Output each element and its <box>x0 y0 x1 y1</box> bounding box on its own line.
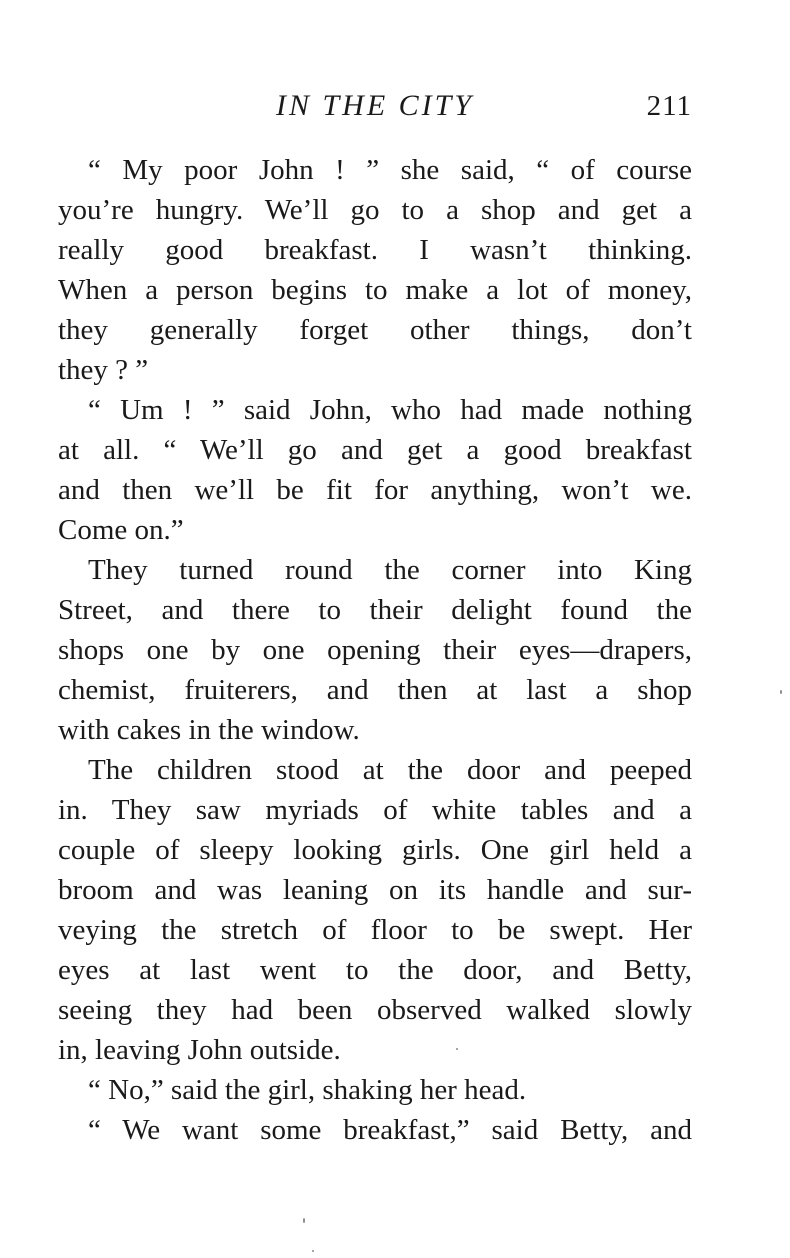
text-line: they ? ” <box>58 354 149 386</box>
text-line: When a person begins to make a lot of money, <box>58 274 692 306</box>
text-line: you’re hungry. We’ll go to a shop and get a <box>58 194 692 226</box>
text-line: they generally forget other things, don’t <box>58 314 692 346</box>
text-line: in, leaving John outside. <box>58 1034 341 1066</box>
text-line: “ Um ! ” said John, who had made nothing <box>88 394 692 426</box>
text-line: with cakes in the window. <box>58 714 360 746</box>
text-line: eyes at last went to the door, and Betty, <box>58 954 692 986</box>
text-line: Street, and there to their delight found the <box>58 594 692 626</box>
text-line: couple of sleepy looking girls. One girl held a <box>58 834 692 866</box>
body-text <box>58 150 692 1150</box>
text-line: chemist, fruiterers, and then at last a shop <box>58 674 692 706</box>
text-line: “ My poor John ! ” she said, “ of course <box>88 154 692 186</box>
page-number: 211 <box>646 90 692 122</box>
text-line: They turned round the corner into King <box>88 554 692 586</box>
text-line: and then we’ll be fit for anything, won’t we. <box>58 474 692 506</box>
running-head <box>58 86 692 126</box>
text-line: “ We want some breakfast,” said Betty, and <box>88 1114 692 1146</box>
text-line: Come on.” <box>58 514 184 546</box>
chapter-title: IN THE CITY <box>275 89 475 122</box>
text-line: The children stood at the door and peeped <box>88 754 692 786</box>
paper-speck <box>312 1250 314 1252</box>
text-line: veying the stretch of floor to be swept. Her <box>58 914 692 946</box>
text-line: in. They saw myriads of white tables and a <box>58 794 692 826</box>
text-line: at all. “ We’ll go and get a good breakfast <box>58 434 692 466</box>
text-line: shops one by one opening their eyes—drapers, <box>58 634 692 666</box>
text-line: broom and was leaning on its handle and sur- <box>58 874 692 906</box>
paper-speck <box>780 690 782 694</box>
paper-speck <box>303 1218 305 1223</box>
text-line: “ No,” said the girl, shaking her head. <box>88 1074 527 1106</box>
text-line: really good breakfast. I wasn’t thinking. <box>58 234 692 266</box>
text-line: seeing they had been observed walked slowly <box>58 994 692 1026</box>
paper-speck <box>456 1048 458 1050</box>
